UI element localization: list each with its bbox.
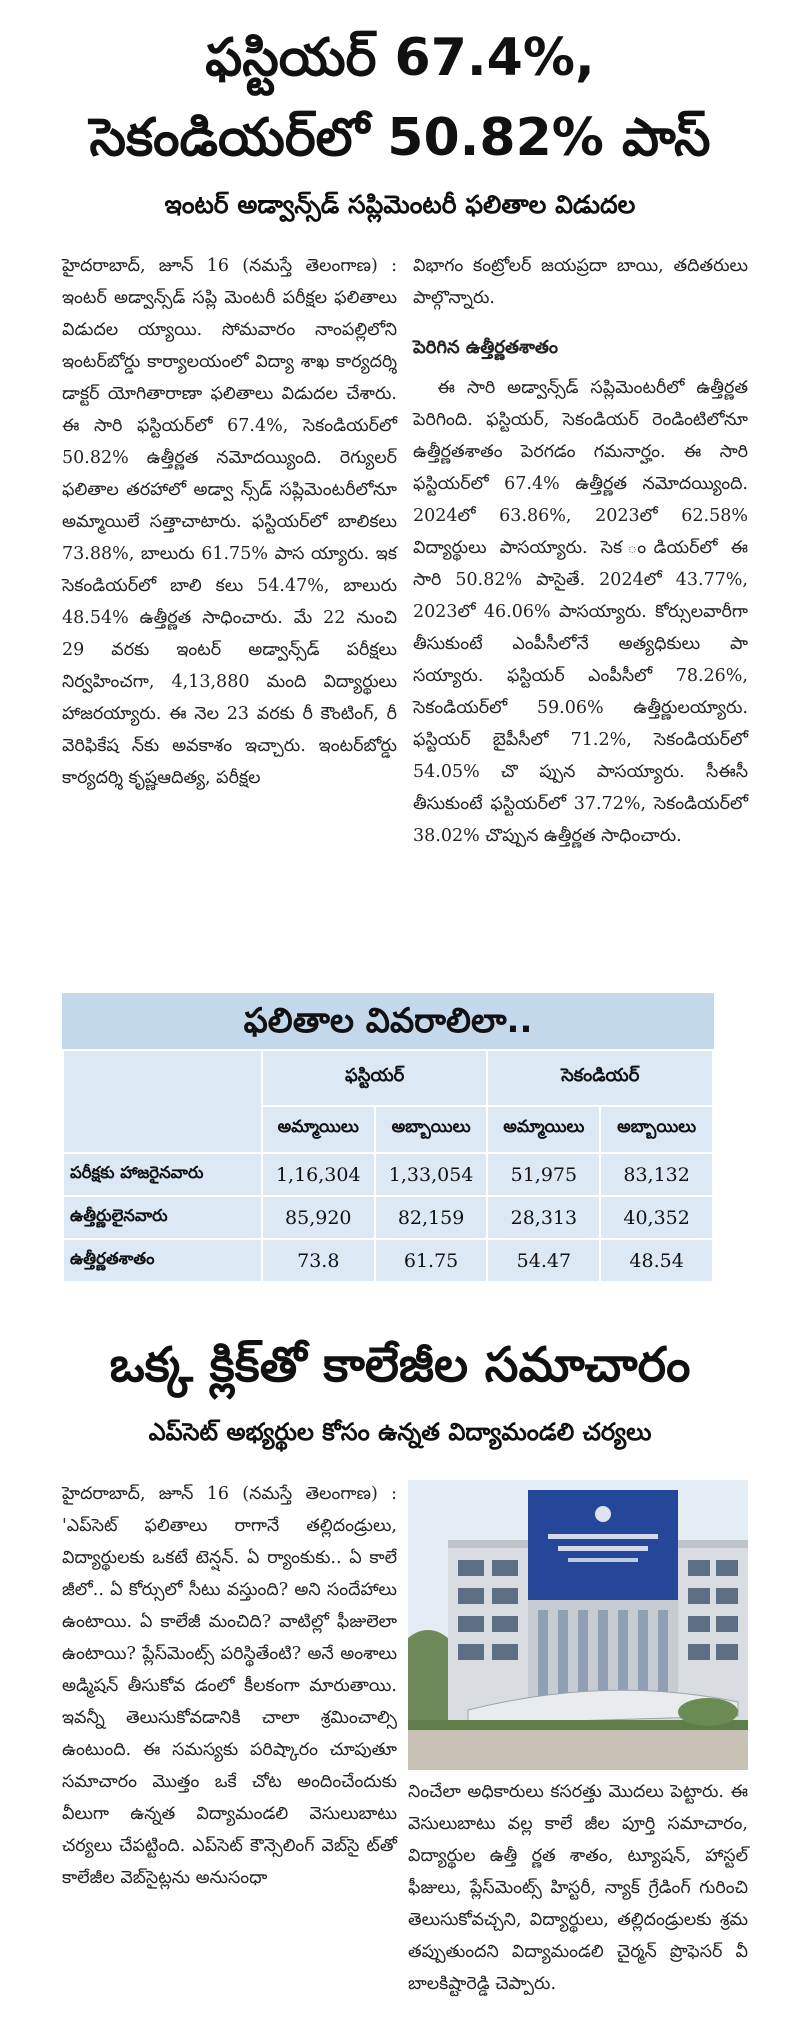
article2-col1-text: హైదరాబాద్, జూన్ 16 (నమస్తే తెలంగాణ) : 'ఎప్‌సెట్ ఫలితాలు రాగానే తల్లిదండ్రులు, విద్యార్థులకు ఒకటే టెన్షన్. ఏ ర్యాంకుకు.. ఏ కాలే జీలో.. ఏ కోర్సులో సీటు వస్తుంది? అని సందేహాలు ఉంటాయి. ఏ కాలేజీ మంచిది? వాటిల్లో ఫీజులెలా ఉంటాయి? ప్లేస్‌మెంట్స్ పరిస్థితేంటి? అనే అంశాలు అడ్మిషన్ తీసుకోవ డంలో కీలకంగా మారుతాయి. ఇవన్నీ తెలుసుకోవడానికి చాలా శ్రమించాల్సి ఉంటుంది. ఈ సమస్యకు పరిష్కారం చూపుతూ సమాచారం మొత్తం ఒకే చోట అందించేందుకు వీలుగా ఉన్నత విద్యామండలి వెసులుబాటు చర్యలు చేపట్టింది. ఎప్‌సెట్ కౌన్సెలింగ్ వెబ్‌సై ట్‌తో కాలేజీల వెబ్‌సైట్లను అనుసంధా (62, 1484, 397, 1888)
row-label: పరీక్షకు హాజరైనవారు (63, 1153, 262, 1196)
table-cell: 40,352 (600, 1196, 713, 1239)
building-illustration (408, 1480, 748, 1770)
table-cell: 28,313 (487, 1196, 600, 1239)
table-corner-cell (63, 1050, 262, 1153)
table-cell: 82,159 (375, 1196, 488, 1239)
subheader-boys-1: అబ్బాయిలు (375, 1106, 488, 1153)
table-cell: 83,132 (600, 1153, 713, 1196)
subheading: ఇంటర్ అడ్వాన్స్‌డ్ సప్లిమెంటరీ ఫలితాల విడుదల (164, 190, 636, 219)
table-cell: 73.8 (262, 1239, 375, 1282)
building-photo (408, 1480, 748, 1770)
table-row (63, 1196, 713, 1239)
article1-col2-subhead: పెరిగిన ఉత్తీర్ణతశాతం (413, 337, 558, 358)
group-header-second-year: సెకండియర్ (487, 1050, 713, 1106)
subheader-boys-2: అబ్బాయిలు (600, 1106, 713, 1153)
results-table (62, 1049, 714, 1283)
subheader-girls-1: అమ్మాయిలు (262, 1106, 375, 1153)
table-cell: 1,16,304 (262, 1153, 375, 1196)
article1-col2-top: విభాగం కంట్రోలర్ జయప్రదా బాయి, తదితరులు పాల్గొన్నారు. (413, 256, 748, 308)
group-header-first-year: ఫస్టియర్ (262, 1050, 488, 1106)
article1-column-2 (413, 250, 748, 852)
results-table-title: ఫలితాల వివరాలిలా.. (62, 993, 714, 1049)
article2-column-2 (408, 1776, 748, 2000)
table-row (63, 1239, 713, 1282)
table-cell: 61.75 (375, 1239, 488, 1282)
subheading-2: ఎప్‌సెట్ అభ్యర్థుల కోసం ఉన్నత విద్యామండలి చర్యలు (148, 1418, 652, 1446)
row-label: ఉత్తీర్ణులైనవారు (63, 1196, 262, 1239)
table-cell: 51,975 (487, 1153, 600, 1196)
table-cell: 1,33,054 (375, 1153, 488, 1196)
headline-2: ఒక్క క్లిక్‌తో కాలేజీల సమాచారం (109, 1337, 691, 1393)
table-cell: 85,920 (262, 1196, 375, 1239)
table-row (63, 1153, 713, 1196)
article2-column-1 (62, 1478, 397, 1894)
row-label: ఉత్తీర్ణతశాతం (63, 1239, 262, 1282)
article2-col2-text: నించేలా అధికారులు కసరత్తు మొదలు పెట్టారు. ఈ వెసులుబాటు వల్ల కాలే జీల పూర్తి సమాచారం, విద్యార్థుల ఉత్తీ ర్ణత శాతం, ట్యూషన్, హాస్టల్ ఫీజులు, ప్లేస్‌మెంట్స్ హిస్టరీ, న్యాక్ గ్రేడింగ్ గురించి తెలుసుకోవచ్చని, విద్యార్థులు, తల్లిదండ్రులకు శ్రమ తప్పుతుందని విద్యామండలి చైర్మన్ ప్రొఫెసర్ వీ బాలకిష్టారెడ్డి చెప్పారు. (408, 1782, 748, 1994)
table-cell: 48.54 (600, 1239, 713, 1282)
table-cell: 54.47 (487, 1239, 600, 1282)
article1-column-1 (62, 250, 397, 794)
table-header-groups (63, 1050, 713, 1106)
article1-col1-text: హైదరాబాద్, జూన్ 16 (నమస్తే తెలంగాణ) : ఇంటర్ అడ్వాన్స్‌డ్ సప్లి మెంటరీ పరీక్షల ఫలితాలు విడుదల య్యాయి. సోమవారం నాంపల్లిలోని ఇంటర్‌బోర్డు కార్యాలయంలో విద్యా శాఖ కార్యదర్శి డాక్టర్ యోగితారాణా ఫలితాలు విడుదల చేశారు. ఈ సారి ఫస్టియర్‌లో 67.4%, సెకండియర్‌లో 50.82% ఉత్తీర్ణత నమోదయ్యింది. రెగ్యులర్ ఫలితాల తరహాలో అడ్వా న్స్‌డ్ సప్లిమెంటరీలోనూ అమ్మాయిలే సత్తాచాటారు. ఫస్టియర్‌లో బాలికలు 73.88%, బాలురు 61.75% పాస య్యారు. ఇక సెకండియర్‌లో బాలి కలు 54.47%, బాలురు 48.54% ఉత్తీర్ణత సాధించారు. మే 22 నుంచి 29 వరకు ఇంటర్ అడ్వాన్స్‌డ్ పరీక్షలు నిర్వహించగా, 4,13,880 మంది విద్యార్థులు హాజరయ్యారు. ఈ నెల 23 వరకు రీ కౌంటింగ్, రీ వెరిఫికేష న్‌కు అవకాశం ఇచ్చారు. ఇంటర్‌బోర్డు కార్యదర్శి కృష్ణఆదిత్య, పరీక్షల (62, 256, 397, 788)
headline-line-1: ఫస్టియర్ 67.4%, (205, 28, 595, 88)
headline-line-2: సెకండియర్‌లో 50.82% పాస్ (89, 108, 711, 168)
article1-col2-body: ఈ సారి అడ్వాన్స్‌డ్ సప్లిమెంటరీలో ఉత్తీర్ణత పెరిగింది. ఫస్టియర్, సెకండియర్ రెండింటిలోనూ ఉత్తీర్ణతశాతం పెరగడం గమనార్హం. ఈ సారి ఫస్టియర్‌లో 67.4% ఉత్తీర్ణత నమోదయ్యింది. 2024లో 63.86%, 2023లో 62.58% విద్యార్థులు పాసయ్యారు. సెక ండియర్‌లో ఈ సారి 50.82% పాసైతే. 2024లో 43.77%, 2023లో 46.06% పాసయ్యారు. కోర్సులవారీగా తీసుకుంటే ఎంపీసీలోనే అత్యధికులు పా సయ్యారు. ఫస్టియర్ ఎంపీసీలో 78.26%, సెకండియర్‌లో 59.06% ఉత్తీర్ణులయ్యారు. ఫస్టియర్ బైపీసీలో 71.2%, సెకండియర్‌లో 54.05% చొ ప్పున పాసయ్యారు. సీఈసీ తీసుకుంటే ఫస్టియర్‌లో 37.72%, సెకండియర్‌లో 38.02% చొప్పున ఉత్తీర్ణత సాధించారు. (413, 378, 748, 846)
subheader-girls-2: అమ్మాయిలు (487, 1106, 600, 1153)
